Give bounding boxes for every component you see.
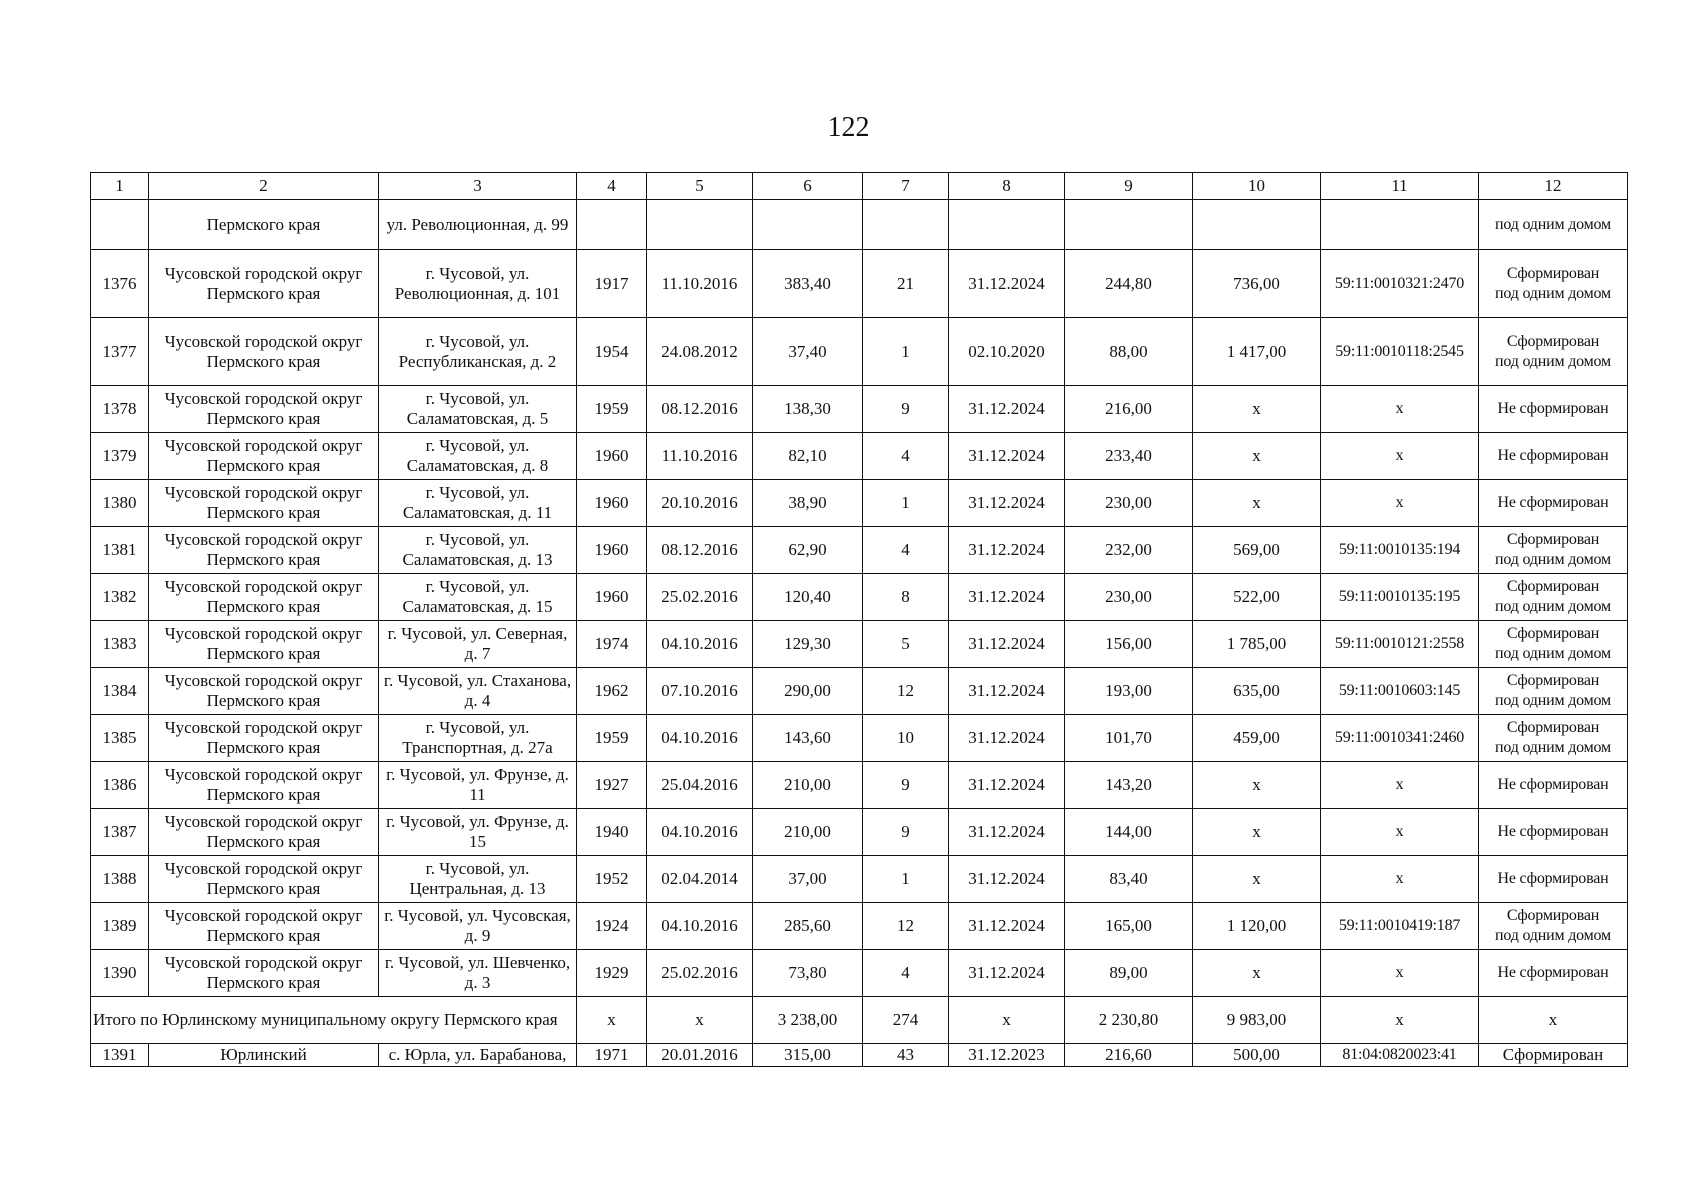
page-number: 122 xyxy=(827,112,870,143)
deadline-cell: 31.12.2024 xyxy=(949,668,1065,715)
municipality-cell: Чусовской городской округ Пермского края xyxy=(149,318,379,386)
area-cell: 138,30 xyxy=(753,386,863,433)
status-cell xyxy=(1479,856,1628,903)
area-cell: 285,60 xyxy=(753,903,863,950)
year-cell: 1952 xyxy=(577,856,647,903)
cadastral-cell: x xyxy=(1321,480,1479,527)
municipality-cell: Чусовской городской округ Пермского края xyxy=(149,715,379,762)
address-cell: г. Чусовой, ул. Фрунзе, д. 15 xyxy=(379,809,577,856)
n-cell: 1391 xyxy=(91,1044,149,1067)
municipality-cell: Чусовской городской округ Пермского края xyxy=(149,856,379,903)
date-cell: 25.02.2016 xyxy=(647,950,753,997)
table-row xyxy=(91,762,1628,809)
value-9-cell: 232,00 xyxy=(1065,527,1193,574)
value-9-cell: 83,40 xyxy=(1065,856,1193,903)
value-10-cell: 569,00 xyxy=(1193,527,1321,574)
area-cell: 315,00 xyxy=(753,1044,863,1067)
address-cell: г. Чусовой, ул. Северная, д. 7 xyxy=(379,621,577,668)
cadastral-cell: 59:11:0010341:2460 xyxy=(1321,715,1479,762)
cadastral-cell: x xyxy=(1321,762,1479,809)
date-cell: 20.01.2016 xyxy=(647,1044,753,1067)
value-10-cell: 736,00 xyxy=(1193,250,1321,318)
date-cell: 11.10.2016 xyxy=(647,433,753,480)
status-text: Не сформирован xyxy=(1497,870,1609,887)
deadline-cell: 31.12.2024 xyxy=(949,809,1065,856)
date-cell: 08.12.2016 xyxy=(647,386,753,433)
subtotal-c9-cell: 2 230,80 xyxy=(1065,997,1193,1044)
status-cell: Сформирован xyxy=(1479,1044,1628,1067)
subtotal-c6-cell: 3 238,00 xyxy=(753,997,863,1044)
value-9-cell: 88,00 xyxy=(1065,318,1193,386)
residents-cell: 9 xyxy=(863,762,949,809)
column-number: 10 xyxy=(1193,173,1321,200)
table-row xyxy=(91,950,1628,997)
date-cell: 11.10.2016 xyxy=(647,250,753,318)
deadline-cell: 31.12.2024 xyxy=(949,715,1065,762)
status-cell xyxy=(1479,809,1628,856)
cadastral-cell: 59:11:0010135:195 xyxy=(1321,574,1479,621)
address-cell: с. Юрла, ул. Барабанова, xyxy=(379,1044,577,1067)
table-row xyxy=(91,715,1628,762)
value-10-cell: x xyxy=(1193,433,1321,480)
residents-cell: 43 xyxy=(863,1044,949,1067)
area-cell: 82,10 xyxy=(753,433,863,480)
value-10-cell: x xyxy=(1193,762,1321,809)
cadastral-cell: x xyxy=(1321,809,1479,856)
area-cell: 73,80 xyxy=(753,950,863,997)
municipality-cell: Чусовской городской округ Пермского края xyxy=(149,250,379,318)
year-cell: 1974 xyxy=(577,621,647,668)
cadastral-cell: 59:11:0010321:2470 xyxy=(1321,250,1479,318)
table-row xyxy=(91,250,1628,318)
area-cell: 129,30 xyxy=(753,621,863,668)
year-cell: 1917 xyxy=(577,250,647,318)
deadline-cell: 31.12.2023 xyxy=(949,1044,1065,1067)
area-cell: 290,00 xyxy=(753,668,863,715)
residents-cell: 4 xyxy=(863,527,949,574)
status-text: Не сформирован xyxy=(1497,776,1609,793)
year-cell: 1924 xyxy=(577,903,647,950)
status-note: под одним домом xyxy=(1495,692,1611,709)
municipality-cell: Чусовской городской округ Пермского края xyxy=(149,527,379,574)
residents-cell: 10 xyxy=(863,715,949,762)
status-text: Сформирован xyxy=(1506,907,1600,924)
date-cell: 04.10.2016 xyxy=(647,715,753,762)
column-number-row xyxy=(91,173,1628,200)
status-cell xyxy=(1479,621,1628,668)
deadline-cell: 31.12.2024 xyxy=(949,480,1065,527)
column-number: 3 xyxy=(379,173,577,200)
status-cell xyxy=(1479,715,1628,762)
subtotal-c7-cell: 274 xyxy=(863,997,949,1044)
deadline-cell: 02.10.2020 xyxy=(949,318,1065,386)
table-row xyxy=(91,527,1628,574)
subtotal-label: Итого по Юрлинскому муниципальному округу Пермского края xyxy=(91,997,577,1044)
value-9-cell: 233,40 xyxy=(1065,433,1193,480)
status-text: Не сформирован xyxy=(1497,823,1609,840)
column-number: 12 xyxy=(1479,173,1628,200)
area-cell: 37,00 xyxy=(753,856,863,903)
cadastral-cell: 59:11:0010135:194 xyxy=(1321,527,1479,574)
table-row xyxy=(91,386,1628,433)
residents-cell: 9 xyxy=(863,386,949,433)
value-10-cell: x xyxy=(1193,856,1321,903)
value-9-cell: 89,00 xyxy=(1065,950,1193,997)
residents-cell: 12 xyxy=(863,903,949,950)
row-number-cell: 1390 xyxy=(91,950,149,997)
row-number-cell: 1378 xyxy=(91,386,149,433)
row-number-cell: 1389 xyxy=(91,903,149,950)
municipality-cell: Чусовской городской округ Пермского края xyxy=(149,386,379,433)
value-9-cell: 216,00 xyxy=(1065,386,1193,433)
year-cell: 1959 xyxy=(577,715,647,762)
subtotal-c5-cell: x xyxy=(647,997,753,1044)
value-9-cell: 230,00 xyxy=(1065,574,1193,621)
cadastral-cell: 81:04:0820023:41 xyxy=(1321,1044,1479,1067)
column-number: 1 xyxy=(91,173,149,200)
municipality-cell: Чусовской городской округ Пермского края xyxy=(149,762,379,809)
municipality-cell: Пермского края xyxy=(149,200,379,250)
status-cell xyxy=(1479,762,1628,809)
status-cell xyxy=(1479,386,1628,433)
municipality-cell: Чусовской городской округ Пермского края xyxy=(149,903,379,950)
address-cell: ул. Революционная, д. 99 xyxy=(379,200,577,250)
value-10-cell: 1 417,00 xyxy=(1193,318,1321,386)
year-cell: 1960 xyxy=(577,574,647,621)
value-10-cell: 1 120,00 xyxy=(1193,903,1321,950)
row-number-cell: 1377 xyxy=(91,318,149,386)
date-cell: 25.04.2016 xyxy=(647,762,753,809)
value-9-cell: 244,80 xyxy=(1065,250,1193,318)
column-number: 2 xyxy=(149,173,379,200)
value-9-cell: 156,00 xyxy=(1065,621,1193,668)
status-cell xyxy=(1479,950,1628,997)
year-cell: 1954 xyxy=(577,318,647,386)
address-cell: г. Чусовой, ул. Чусовская, д. 9 xyxy=(379,903,577,950)
municipality-cell: Чусовской городской округ Пермского края xyxy=(149,621,379,668)
status-text: Сформирован xyxy=(1506,332,1600,350)
value-10-cell: 635,00 xyxy=(1193,668,1321,715)
status-cell xyxy=(1479,250,1628,318)
deadline-cell: 31.12.2024 xyxy=(949,762,1065,809)
subtotal-c12-cell: x xyxy=(1479,997,1628,1044)
area-cell: 143,60 xyxy=(753,715,863,762)
address-cell: г. Чусовой, ул. Транспортная, д. 27а xyxy=(379,715,577,762)
date-cell: 02.04.2014 xyxy=(647,856,753,903)
deadline-cell: 31.12.2024 xyxy=(949,574,1065,621)
value-10-cell: x xyxy=(1193,950,1321,997)
status-text: Сформирован xyxy=(1506,264,1600,282)
status-text: Сформирован xyxy=(1506,531,1600,548)
address-cell: г. Чусовой, ул. Стаханова, д. 4 xyxy=(379,668,577,715)
date-cell: 04.10.2016 xyxy=(647,809,753,856)
register-table xyxy=(90,172,1628,1067)
year-cell: 1959 xyxy=(577,386,647,433)
status-text: Сформирован xyxy=(1506,719,1600,736)
status-text: Не сформирован xyxy=(1497,447,1609,464)
cadastral-cell: 59:11:0010603:145 xyxy=(1321,668,1479,715)
date-cell: 04.10.2016 xyxy=(647,903,753,950)
year-cell: 1960 xyxy=(577,527,647,574)
column-number: 9 xyxy=(1065,173,1193,200)
table-row xyxy=(91,621,1628,668)
cadastral-cell: x xyxy=(1321,856,1479,903)
address-cell: г. Чусовой, ул. Центральная, д. 13 xyxy=(379,856,577,903)
row-number-cell: 1385 xyxy=(91,715,149,762)
area-cell: 383,40 xyxy=(753,250,863,318)
deadline-cell: 31.12.2024 xyxy=(949,250,1065,318)
address-cell: г. Чусовой, ул. Республиканская, д. 2 xyxy=(379,318,577,386)
table-row xyxy=(91,574,1628,621)
row-number-cell: 1383 xyxy=(91,621,149,668)
column-number: 6 xyxy=(753,173,863,200)
residents-cell: 4 xyxy=(863,950,949,997)
row-number-cell: 1381 xyxy=(91,527,149,574)
column-number: 5 xyxy=(647,173,753,200)
area-cell: 210,00 xyxy=(753,809,863,856)
year-cell: 1960 xyxy=(577,480,647,527)
year-cell: 1971 xyxy=(577,1044,647,1067)
table-row xyxy=(91,856,1628,903)
value-10-cell: 1 785,00 xyxy=(1193,621,1321,668)
residents-cell: 1 xyxy=(863,318,949,386)
residents-cell: 12 xyxy=(863,668,949,715)
municipality-cell: Чусовской городской округ Пермского края xyxy=(149,433,379,480)
row-number-cell: 1382 xyxy=(91,574,149,621)
status-note: под одним домом xyxy=(1495,284,1611,302)
row-number-cell: 1386 xyxy=(91,762,149,809)
status-cell xyxy=(1479,318,1628,386)
deadline-cell: 31.12.2024 xyxy=(949,621,1065,668)
value-10-cell: 522,00 xyxy=(1193,574,1321,621)
address-cell: г. Чусовой, ул. Революционная, д. 101 xyxy=(379,250,577,318)
area-cell: 38,90 xyxy=(753,480,863,527)
address-cell: г. Чусовой, ул. Саламатовская, д. 8 xyxy=(379,433,577,480)
subtotal-row xyxy=(91,997,1628,1044)
status-cell xyxy=(1479,527,1628,574)
year-cell: 1929 xyxy=(577,950,647,997)
table-row xyxy=(91,809,1628,856)
deadline-cell: 31.12.2024 xyxy=(949,386,1065,433)
column-number: 8 xyxy=(949,173,1065,200)
status-text: Не сформирован xyxy=(1497,964,1609,981)
area-cell: 37,40 xyxy=(753,318,863,386)
row-number-cell: 1380 xyxy=(91,480,149,527)
status-note: под одним домом xyxy=(1495,739,1611,756)
deadline-cell: 31.12.2024 xyxy=(949,527,1065,574)
deadline-cell: 31.12.2024 xyxy=(949,856,1065,903)
row-number-cell: 1376 xyxy=(91,250,149,318)
value-10-cell: x xyxy=(1193,480,1321,527)
deadline-cell: 31.12.2024 xyxy=(949,903,1065,950)
status-cell xyxy=(1479,480,1628,527)
municipality-cell: Юрлинский xyxy=(149,1044,379,1067)
status-text: Сформирован xyxy=(1506,625,1600,642)
row-number-cell: 1384 xyxy=(91,668,149,715)
municipality-cell: Чусовской городской округ Пермского края xyxy=(149,950,379,997)
date-cell: 20.10.2016 xyxy=(647,480,753,527)
subtotal-c10-cell: 9 983,00 xyxy=(1193,997,1321,1044)
status-note: под одним домом xyxy=(1495,927,1611,944)
cadastral-cell: 59:11:0010419:187 xyxy=(1321,903,1479,950)
residents-cell: 1 xyxy=(863,856,949,903)
value-9-cell: 165,00 xyxy=(1065,903,1193,950)
cadastral-cell: 59:11:0010118:2545 xyxy=(1321,318,1479,386)
value-9-cell: 101,70 xyxy=(1065,715,1193,762)
residents-cell: 4 xyxy=(863,433,949,480)
value-9-cell: 143,20 xyxy=(1065,762,1193,809)
table-row xyxy=(91,1044,1628,1067)
subtotal-c11-cell: x xyxy=(1321,997,1479,1044)
area-cell: 62,90 xyxy=(753,527,863,574)
cadastral-cell: x xyxy=(1321,433,1479,480)
address-cell: г. Чусовой, ул. Саламатовская, д. 13 xyxy=(379,527,577,574)
address-cell: г. Чусовой, ул. Саламатовская, д. 15 xyxy=(379,574,577,621)
status-note: под одним домом xyxy=(1495,645,1611,662)
value-9-cell: 230,00 xyxy=(1065,480,1193,527)
value-9-cell: 144,00 xyxy=(1065,809,1193,856)
status-note: под одним домом xyxy=(1495,352,1611,370)
date-cell: 07.10.2016 xyxy=(647,668,753,715)
date-cell: 08.12.2016 xyxy=(647,527,753,574)
deadline-cell: 31.12.2024 xyxy=(949,950,1065,997)
municipality-cell: Чусовской городской округ Пермского края xyxy=(149,668,379,715)
table-row xyxy=(91,903,1628,950)
value-10-cell: 459,00 xyxy=(1193,715,1321,762)
address-cell: г. Чусовой, ул. Саламатовская, д. 11 xyxy=(379,480,577,527)
status-text: Не сформирован xyxy=(1497,400,1609,417)
address-cell: г. Чусовой, ул. Саламатовская, д. 5 xyxy=(379,386,577,433)
table-row xyxy=(91,668,1628,715)
row-number-cell: 1379 xyxy=(91,433,149,480)
year-cell: 1940 xyxy=(577,809,647,856)
status-cell: под одним домом xyxy=(1479,200,1628,250)
column-number: 11 xyxy=(1321,173,1479,200)
deadline-cell: 31.12.2024 xyxy=(949,433,1065,480)
address-cell: г. Чусовой, ул. Фрунзе, д. 11 xyxy=(379,762,577,809)
value-10-cell: x xyxy=(1193,386,1321,433)
residents-cell: 5 xyxy=(863,621,949,668)
cadastral-cell: 59:11:0010121:2558 xyxy=(1321,621,1479,668)
year-cell: 1962 xyxy=(577,668,647,715)
status-text: Сформирован xyxy=(1506,672,1600,689)
residents-cell: 8 xyxy=(863,574,949,621)
area-cell: 210,00 xyxy=(753,762,863,809)
status-text: Сформирован xyxy=(1506,578,1600,595)
continuation-row xyxy=(91,200,1628,250)
status-cell xyxy=(1479,574,1628,621)
status-note: под одним домом xyxy=(1495,551,1611,568)
table-row xyxy=(91,433,1628,480)
year-cell: 1960 xyxy=(577,433,647,480)
status-text: Не сформирован xyxy=(1497,494,1609,511)
status-cell xyxy=(1479,433,1628,480)
value-10-cell: x xyxy=(1193,809,1321,856)
table-row xyxy=(91,480,1628,527)
date-cell: 25.02.2016 xyxy=(647,574,753,621)
cadastral-cell: x xyxy=(1321,950,1479,997)
column-number: 4 xyxy=(577,173,647,200)
residents-cell: 21 xyxy=(863,250,949,318)
municipality-cell: Чусовской городской округ Пермского края xyxy=(149,809,379,856)
c10-cell: 500,00 xyxy=(1193,1044,1321,1067)
row-number-cell: 1387 xyxy=(91,809,149,856)
area-cell: 120,40 xyxy=(753,574,863,621)
year-cell: 1927 xyxy=(577,762,647,809)
status-cell xyxy=(1479,668,1628,715)
date-cell: 24.08.2012 xyxy=(647,318,753,386)
municipality-cell: Чусовской городской округ Пермского края xyxy=(149,574,379,621)
column-number: 7 xyxy=(863,173,949,200)
cadastral-cell: x xyxy=(1321,386,1479,433)
value-9-cell: 193,00 xyxy=(1065,668,1193,715)
subtotal-c8-cell: x xyxy=(949,997,1065,1044)
date-cell: 04.10.2016 xyxy=(647,621,753,668)
residents-cell: 1 xyxy=(863,480,949,527)
row-number-cell: 1388 xyxy=(91,856,149,903)
municipality-cell: Чусовской городской округ Пермского края xyxy=(149,480,379,527)
c9-cell: 216,60 xyxy=(1065,1044,1193,1067)
table-row xyxy=(91,318,1628,386)
address-cell: г. Чусовой, ул. Шевченко, д. 3 xyxy=(379,950,577,997)
status-cell xyxy=(1479,903,1628,950)
status-note: под одним домом xyxy=(1495,598,1611,615)
row-number-cell xyxy=(91,200,149,250)
subtotal-c4-cell: x xyxy=(577,997,647,1044)
residents-cell: 9 xyxy=(863,809,949,856)
